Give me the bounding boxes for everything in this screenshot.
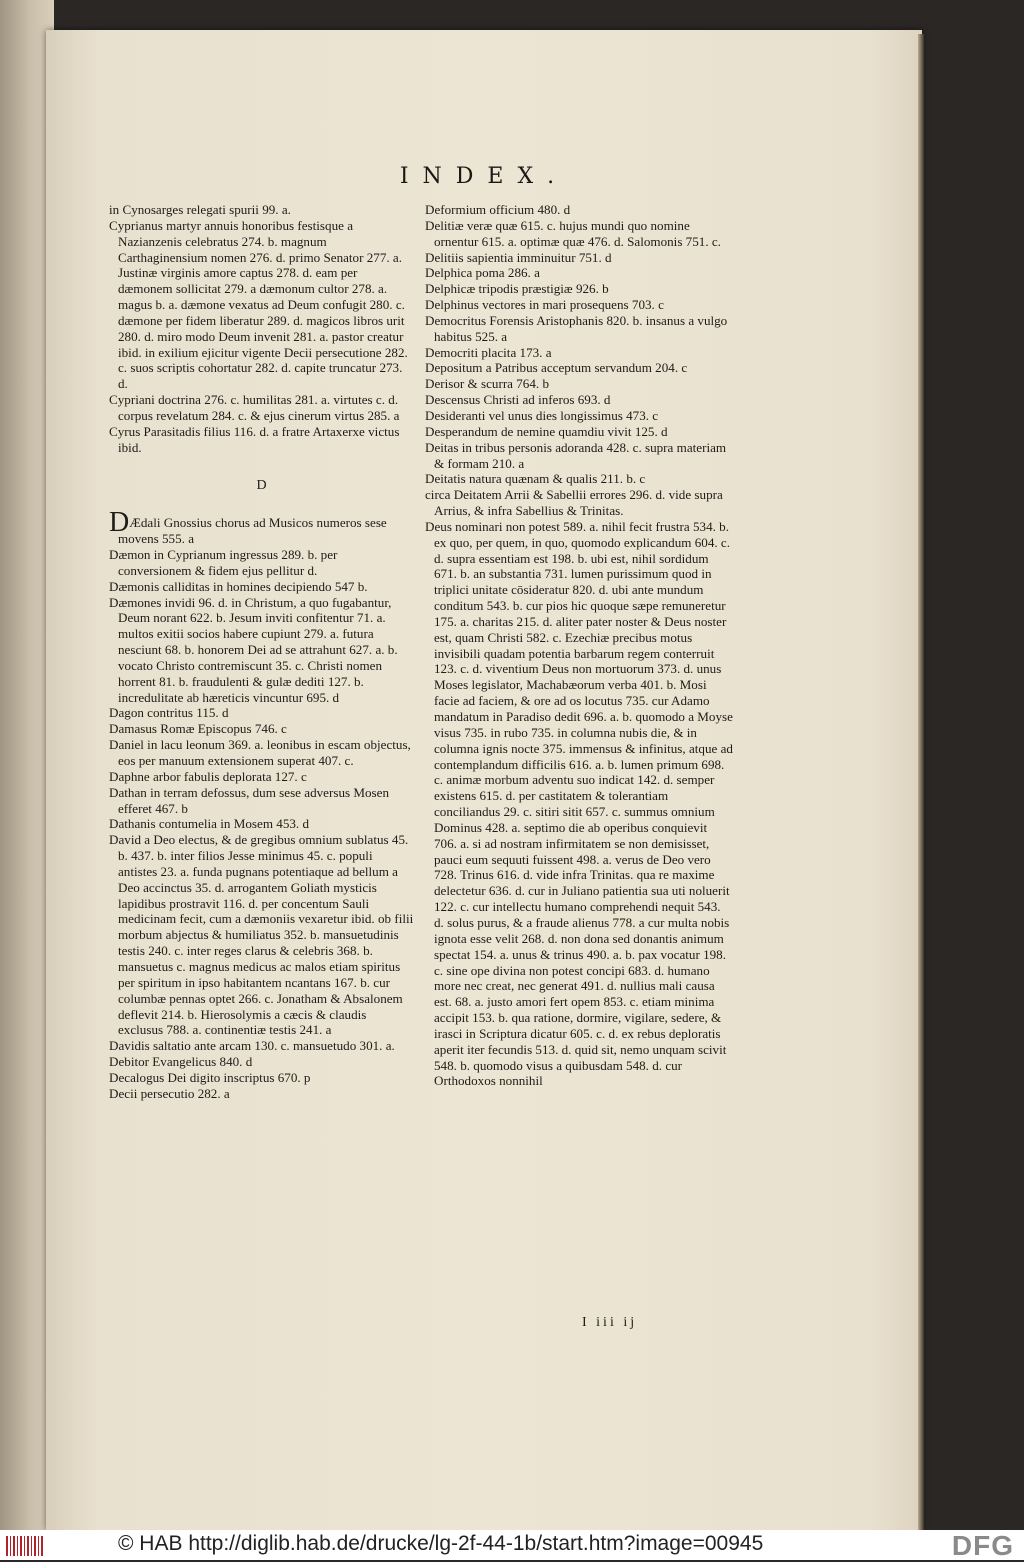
index-entry: Delitiis sapientia imminuitur 751. d: [425, 249, 612, 265]
left-column: [109, 202, 414, 1102]
book-page: [46, 30, 922, 1530]
first-entry-text: Ædali Gnossius chorus ad Musicos numeros sese movens 555. a: [118, 515, 387, 547]
index-entry: Dathan in terram defossus, dum sese adversus Mosen efferet 467. b: [109, 784, 390, 816]
index-entry: Depositum a Patribus acceptum servandum 204. c: [425, 360, 688, 376]
index-entry: Daphne arbor fabulis deplorata 127. c: [109, 768, 307, 784]
page-edge-shadow: [918, 34, 924, 1530]
page-header: INDEX.: [399, 164, 569, 189]
index-entry: Damasus Romæ Episcopus 746. c: [109, 721, 287, 737]
index-entry: Decii persecutio 282. a: [109, 1085, 230, 1101]
copyright-link[interactable]: © HAB http://diglib.hab.de/drucke/lg-2f-44-1b/start.htm?image=00945: [118, 1532, 764, 1555]
index-entry: Descensus Christi ad inferos 693. d: [425, 392, 611, 408]
index-entry: Dathanis contumelia in Mosem 453. d: [109, 816, 310, 832]
index-entry: Deus nominari non potest 589. a. nihil fecit frustra 534. b. ex quo, per quem, in quo, quomodo explicandum 604. c. d. supra essentiam est 198. b. ubi est, nihil sordidum 671. b. an substantia 731. lumen purissimum quod in triplici unitate cōsideratur 820. d. ubi ante mundum conditum 543. b. cur pios hic quoque sæpe remuneretur 175. a. charitas 215. d. aliter pater noster & Deus noster est, quam Christi 582. c. Ezechiæ precibus motus invisibili quadam potentia barbarum regem conterruit 123. c. d. viventium Deus non mortuorum 373. d. unus Moses legislator, Machabæorum verba 401. b. Mosi facie ad faciem, & ore ad os locutus 735. cur Adamo mandatum in Paradiso dedit 696. a. b. quomodo a Moyse visus 735. in rubo 735. in columna nubis die, & in columna ignis nocte 375. immensus & infinitus, atque ad contemplandum difficilis 616. a. b. lumen primum 698. c. animæ morbum adventu suo indicat 142. d. semper existens 615. d. per castitatem & tolerantiam conciliandus 29. c. sitiri sitit 657. c. summus omnium Dominus 428. a. septimo die ab operibus conquievit 706. a. si ad nostram infirmitatem se non demisisset, pauci eum sequuti fuissent 498. a. verus de Deo vero 728. Trinus 616. d. vide infra Trinitas. qua re maxime delectetur 636. d. cur in Juliano patientia sua uti noluerit 122. c. cur intellectu humano comprehendi nequit 543. d. solus purus, & a fraude alienus 778. a cur multa nobis ignota esse velit 268. d. non dona sed donantis animum spectat 154. a. unus & trinus 490. a. b. pax vocatur 198. c. sine ope divina non potest concipi 683. d. humano more nec creat, nec generat 491. d. nullius mali causa est. 68. a. justo amori fert opem 853. c. etiam minima accipit 153. b. qua ratione, dormire, vigilare, sedere, & irasci in Scriptura dicatur 605. c. d. ex rebus deploratis aperit iter fecundis 513. d. quid sit, nemo unquam scivit 548. b. quomodo visus a quibusdam 548. d. cur Orthodoxos nonnihil: [425, 518, 733, 1089]
index-entry: Democriti placita 173. a: [425, 344, 552, 360]
barcode-icon: [6, 1536, 44, 1556]
index-entry: Cypriani doctrina 276. c. humilitas 281. a. virtutes c. d. corpus revelatum 284. c. & ejus cinerum virtus 285. a: [109, 392, 400, 423]
index-entry: Delphica poma 286. a: [425, 265, 540, 281]
index-entry-first: [109, 507, 414, 547]
index-entry: Delphinus vectores in mari prosequens 703. c: [425, 297, 664, 313]
index-entry: Desideranti vel unus dies longissimus 473. c: [425, 407, 659, 423]
index-entry: Cyprianus martyr annuis honoribus festisque a Nazianzenis celebratus 274. b. magnum Carthaginensium nomen 276. d. primo Senator 277. a. Justinæ virginis amore captus 278. d. eam per dæmonem sollicitat 279. a dæmonum cultor 278. a. magus b. a. dæmone vexatus ad Deum confugit 280. c. dæmone per fidem liberatur 289. d. magicos libros urit 280. d. miro modo Deum invenit 281. a. pastor creatur ibid. in exilium ejicitur vigente Decii persecutione 282. c. suos scriptis cohortatur 282. d. capite truncatur 273. d.: [109, 217, 408, 392]
dfg-logo: DFG: [951, 1530, 1014, 1561]
index-entry: Decalogus Dei digito inscriptus 670. p: [109, 1069, 311, 1085]
index-entry: Dæmones invidi 96. d. in Christum, a quo fugabantur, Deum norant 622. b. Jesum inviti confitentur 71. a. multos exitii socios habere cupiunt 279. a. futura nesciunt 68. b. honorem Dei ad se attrahunt 627. a. b. vocato Christo contremiscunt 35. c. Christi nomen horrent 81. b. fraudulenti & gulæ dediti 127. b. incredulitate ab hæreticis vincuntur 695. d: [109, 594, 398, 705]
index-entry: Delitiæ veræ quæ 615. c. hujus mundi quo nomine ornentur 615. a. optimæ quæ 476. d. Salomonis 751. c.: [425, 217, 721, 249]
right-column: [425, 202, 733, 1089]
index-entry: Cyrus Parasitadis filius 116. d. a fratre Artaxerxe victus ibid.: [109, 423, 400, 455]
index-entry: Daniel in lacu leonum 369. a. leonibus in escam objectus, eos per manuum extensionem superat 407. c.: [109, 737, 411, 768]
right-entries: [425, 202, 733, 1089]
left-entries-before: [109, 202, 414, 456]
index-entry: Democritus Forensis Aristophanis 820. b. insanus a vulgo habitus 525. a: [425, 312, 728, 344]
index-entry: Davidis saltatio ante arcam 130. c. mansuetudo 301. a.: [109, 1038, 395, 1054]
index-entry: Dagon contritus 115. d: [109, 705, 229, 721]
index-entry: Delphicæ tripodis præstigiæ 926. b: [425, 281, 609, 297]
left-entries-after: [109, 547, 414, 1102]
index-entry: Derisor & scurra 764. b: [425, 376, 549, 392]
index-entry: David a Deo electus, & de gregibus omnium sublatus 45. b. 437. b. inter filios Jesse minimus 45. c. populi antistes 23. a. funda pugnans potentiaque ad bellum a Deo accinctus 35. d. arrogantem Goliath mysticis lapidibus prostravit 116. d. per concentum Sauli medicinam fecit, cum a dæmoniis vexaretur ibid. ob filii morbum abjectus & humiliatus 352. b. mansuetudinis testis 240. c. inter reges clarus & celebris 368. b. mansuetus c. magnus medicus ac malos etiam spiritus per spiritum in ipso habitantem ncantans 167. b. cur columbæ pennas optet 266. c. Jonatham & Absalonem deflevit 214. b. Hierosolymis a cæcis & claudis exclusus 788. a. continentiæ testis 241. a: [109, 832, 414, 1038]
footer-bar: [0, 1530, 1024, 1560]
index-entry: Debitor Evangelicus 840. d: [109, 1054, 253, 1070]
index-entry: Dæmonis calliditas in homines decipiendo 547 b.: [109, 578, 368, 594]
index-entry: circa Deitatem Arrii & Sabellii errores 296. d. vide supra Arrius, & infra Sabellius & Trinitas.: [425, 487, 723, 519]
index-entry: in Cynosarges relegati spurii 99. a.: [109, 202, 291, 217]
signature-mark: I iii ij: [582, 1315, 638, 1330]
index-entry: Deitatis natura quænam & qualis 211. b. c: [425, 471, 646, 487]
section-letter: D: [256, 477, 267, 493]
index-entry: Deformium officium 480. d: [425, 202, 571, 217]
index-entry: Deitas in tribus personis adoranda 428. c. supra materiam & formam 210. a: [425, 439, 727, 471]
index-entry: Dæmon in Cyprianum ingressus 289. b. per conversionem & fidem ejus pellitur d.: [109, 547, 338, 578]
index-entry: Desperandum de nemine quamdiu vivit 125. d: [425, 423, 668, 439]
drop-initial: D: [109, 507, 130, 539]
